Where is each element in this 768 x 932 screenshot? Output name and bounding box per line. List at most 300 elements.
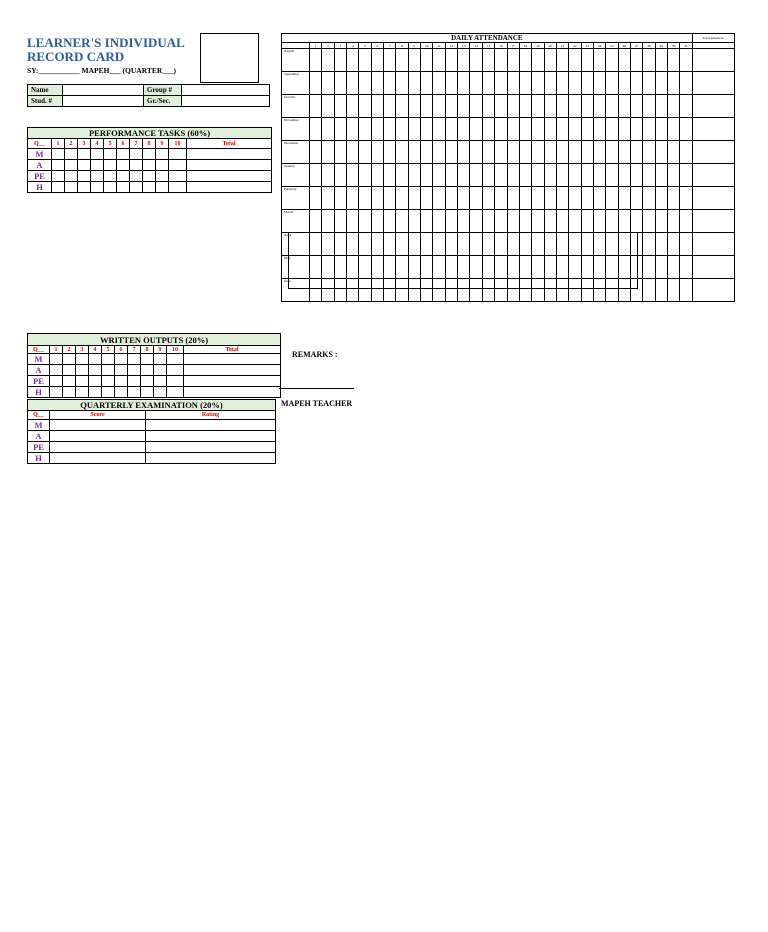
attendance-cell[interactable]	[359, 210, 371, 233]
attendance-cell[interactable]	[495, 187, 507, 210]
attendance-cell[interactable]	[667, 164, 679, 187]
score-cell[interactable]	[128, 387, 141, 398]
attendance-cell[interactable]	[507, 118, 519, 141]
attendance-cell[interactable]	[643, 164, 655, 187]
score-cell[interactable]	[89, 354, 102, 365]
attendance-cell[interactable]	[334, 141, 346, 164]
score-cell[interactable]	[154, 365, 167, 376]
score-cell[interactable]	[102, 354, 115, 365]
score-cell[interactable]	[50, 376, 63, 387]
score-cell[interactable]	[102, 376, 115, 387]
attendance-cell[interactable]	[643, 95, 655, 118]
score-cell[interactable]	[104, 182, 117, 193]
attendance-cell[interactable]	[322, 187, 334, 210]
score-cell[interactable]	[104, 171, 117, 182]
attendance-cell[interactable]	[433, 210, 445, 233]
attendance-cell[interactable]	[482, 141, 494, 164]
attendance-cell[interactable]	[384, 187, 396, 210]
attendance-cell[interactable]	[556, 187, 568, 210]
score-cell[interactable]	[117, 160, 130, 171]
attendance-cell[interactable]	[630, 210, 642, 233]
attendance-cell[interactable]	[371, 118, 383, 141]
score-cell[interactable]	[169, 171, 187, 182]
rating-cell[interactable]	[146, 453, 276, 464]
attendance-cell[interactable]	[322, 72, 334, 95]
attendance-cell[interactable]	[495, 95, 507, 118]
attendance-cell[interactable]	[396, 49, 408, 72]
attendance-cell[interactable]	[544, 49, 556, 72]
score-cell[interactable]	[104, 160, 117, 171]
attendance-cell[interactable]	[667, 141, 679, 164]
total-absences-cell[interactable]	[692, 95, 734, 118]
attendance-cell[interactable]	[532, 95, 544, 118]
attendance-cell[interactable]	[680, 141, 692, 164]
attendance-cell[interactable]	[581, 95, 593, 118]
attendance-cell[interactable]	[606, 187, 618, 210]
score-cell[interactable]	[169, 149, 187, 160]
score-cell[interactable]	[50, 387, 63, 398]
attendance-cell[interactable]	[433, 164, 445, 187]
group-field[interactable]	[182, 85, 270, 96]
attendance-cell[interactable]	[680, 256, 692, 279]
attendance-cell[interactable]	[310, 210, 322, 233]
attendance-cell[interactable]	[396, 164, 408, 187]
attendance-cell[interactable]	[667, 279, 679, 302]
score-cell[interactable]	[141, 354, 154, 365]
score-cell[interactable]	[154, 354, 167, 365]
attendance-cell[interactable]	[606, 210, 618, 233]
attendance-cell[interactable]	[433, 141, 445, 164]
attendance-cell[interactable]	[655, 49, 667, 72]
attendance-cell[interactable]	[618, 141, 630, 164]
attendance-cell[interactable]	[396, 141, 408, 164]
attendance-cell[interactable]	[384, 141, 396, 164]
score-cell[interactable]	[63, 376, 76, 387]
attendance-cell[interactable]	[445, 118, 457, 141]
score-cell[interactable]	[128, 376, 141, 387]
attendance-cell[interactable]	[384, 95, 396, 118]
attendance-cell[interactable]	[495, 164, 507, 187]
grade-section-field[interactable]	[182, 96, 270, 107]
attendance-cell[interactable]	[519, 210, 531, 233]
attendance-cell[interactable]	[581, 210, 593, 233]
attendance-cell[interactable]	[630, 95, 642, 118]
attendance-cell[interactable]	[470, 118, 482, 141]
attendance-cell[interactable]	[556, 49, 568, 72]
attendance-cell[interactable]	[310, 72, 322, 95]
total-absences-cell[interactable]	[692, 279, 734, 302]
score-cell[interactable]	[130, 160, 143, 171]
attendance-cell[interactable]	[655, 95, 667, 118]
attendance-cell[interactable]	[433, 72, 445, 95]
attendance-cell[interactable]	[581, 141, 593, 164]
attendance-cell[interactable]	[408, 164, 420, 187]
attendance-cell[interactable]	[569, 95, 581, 118]
total-absences-cell[interactable]	[692, 210, 734, 233]
attendance-cell[interactable]	[643, 256, 655, 279]
score-cell[interactable]	[63, 354, 76, 365]
attendance-cell[interactable]	[593, 164, 605, 187]
score-cell[interactable]	[130, 182, 143, 193]
attendance-cell[interactable]	[606, 164, 618, 187]
total-cell[interactable]	[184, 365, 281, 376]
score-cell[interactable]	[167, 354, 184, 365]
attendance-cell[interactable]	[643, 210, 655, 233]
attendance-cell[interactable]	[359, 141, 371, 164]
score-cell[interactable]	[143, 160, 156, 171]
score-cell[interactable]	[50, 442, 146, 453]
score-cell[interactable]	[91, 160, 104, 171]
attendance-cell[interactable]	[359, 164, 371, 187]
total-cell[interactable]	[187, 171, 272, 182]
attendance-cell[interactable]	[655, 118, 667, 141]
attendance-cell[interactable]	[655, 141, 667, 164]
score-cell[interactable]	[143, 149, 156, 160]
attendance-cell[interactable]	[310, 187, 322, 210]
attendance-cell[interactable]	[458, 95, 470, 118]
attendance-cell[interactable]	[371, 95, 383, 118]
stud-number-field[interactable]	[63, 96, 144, 107]
attendance-cell[interactable]	[618, 210, 630, 233]
attendance-cell[interactable]	[482, 118, 494, 141]
score-cell[interactable]	[65, 171, 78, 182]
score-cell[interactable]	[78, 182, 91, 193]
attendance-cell[interactable]	[593, 210, 605, 233]
attendance-cell[interactable]	[396, 72, 408, 95]
attendance-cell[interactable]	[569, 72, 581, 95]
attendance-cell[interactable]	[680, 72, 692, 95]
attendance-cell[interactable]	[643, 118, 655, 141]
attendance-cell[interactable]	[421, 141, 433, 164]
attendance-cell[interactable]	[655, 72, 667, 95]
attendance-cell[interactable]	[507, 210, 519, 233]
rating-cell[interactable]	[146, 431, 276, 442]
total-absences-cell[interactable]	[692, 256, 734, 279]
attendance-cell[interactable]	[495, 118, 507, 141]
attendance-cell[interactable]	[421, 210, 433, 233]
attendance-cell[interactable]	[643, 72, 655, 95]
attendance-cell[interactable]	[396, 187, 408, 210]
score-cell[interactable]	[76, 387, 89, 398]
score-cell[interactable]	[63, 365, 76, 376]
score-cell[interactable]	[128, 365, 141, 376]
score-cell[interactable]	[89, 376, 102, 387]
attendance-cell[interactable]	[445, 95, 457, 118]
score-cell[interactable]	[65, 149, 78, 160]
attendance-cell[interactable]	[347, 118, 359, 141]
attendance-cell[interactable]	[556, 210, 568, 233]
attendance-cell[interactable]	[680, 95, 692, 118]
attendance-cell[interactable]	[359, 49, 371, 72]
attendance-cell[interactable]	[322, 95, 334, 118]
score-cell[interactable]	[50, 453, 146, 464]
attendance-cell[interactable]	[593, 187, 605, 210]
attendance-cell[interactable]	[667, 49, 679, 72]
attendance-cell[interactable]	[667, 210, 679, 233]
attendance-cell[interactable]	[334, 210, 346, 233]
attendance-cell[interactable]	[458, 141, 470, 164]
attendance-cell[interactable]	[606, 118, 618, 141]
attendance-cell[interactable]	[458, 210, 470, 233]
attendance-cell[interactable]	[606, 95, 618, 118]
attendance-cell[interactable]	[593, 118, 605, 141]
attendance-cell[interactable]	[445, 164, 457, 187]
score-cell[interactable]	[50, 431, 146, 442]
attendance-cell[interactable]	[347, 210, 359, 233]
attendance-cell[interactable]	[408, 210, 420, 233]
attendance-cell[interactable]	[470, 72, 482, 95]
attendance-cell[interactable]	[371, 164, 383, 187]
attendance-cell[interactable]	[408, 118, 420, 141]
attendance-cell[interactable]	[347, 72, 359, 95]
attendance-cell[interactable]	[667, 72, 679, 95]
score-cell[interactable]	[141, 387, 154, 398]
attendance-cell[interactable]	[556, 141, 568, 164]
attendance-cell[interactable]	[384, 164, 396, 187]
attendance-cell[interactable]	[507, 95, 519, 118]
attendance-cell[interactable]	[630, 72, 642, 95]
total-absences-cell[interactable]	[692, 141, 734, 164]
score-cell[interactable]	[78, 171, 91, 182]
attendance-cell[interactable]	[532, 49, 544, 72]
attendance-cell[interactable]	[655, 210, 667, 233]
attendance-cell[interactable]	[581, 164, 593, 187]
attendance-cell[interactable]	[347, 141, 359, 164]
attendance-cell[interactable]	[507, 164, 519, 187]
score-cell[interactable]	[156, 171, 169, 182]
total-absences-cell[interactable]	[692, 187, 734, 210]
attendance-cell[interactable]	[396, 210, 408, 233]
attendance-cell[interactable]	[655, 233, 667, 256]
attendance-cell[interactable]	[556, 95, 568, 118]
attendance-cell[interactable]	[569, 210, 581, 233]
attendance-cell[interactable]	[470, 49, 482, 72]
attendance-cell[interactable]	[643, 279, 655, 302]
attendance-cell[interactable]	[519, 187, 531, 210]
attendance-cell[interactable]	[630, 187, 642, 210]
attendance-cell[interactable]	[569, 187, 581, 210]
attendance-cell[interactable]	[470, 187, 482, 210]
score-cell[interactable]	[52, 149, 65, 160]
score-cell[interactable]	[141, 376, 154, 387]
attendance-cell[interactable]	[581, 118, 593, 141]
attendance-cell[interactable]	[643, 233, 655, 256]
attendance-cell[interactable]	[643, 187, 655, 210]
attendance-cell[interactable]	[470, 141, 482, 164]
attendance-cell[interactable]	[507, 49, 519, 72]
attendance-cell[interactable]	[495, 210, 507, 233]
total-cell[interactable]	[187, 149, 272, 160]
attendance-cell[interactable]	[593, 95, 605, 118]
score-cell[interactable]	[76, 354, 89, 365]
attendance-cell[interactable]	[655, 279, 667, 302]
attendance-cell[interactable]	[532, 164, 544, 187]
attendance-cell[interactable]	[334, 187, 346, 210]
attendance-cell[interactable]	[532, 118, 544, 141]
attendance-cell[interactable]	[470, 210, 482, 233]
attendance-cell[interactable]	[408, 141, 420, 164]
total-absences-cell[interactable]	[692, 233, 734, 256]
attendance-cell[interactable]	[310, 164, 322, 187]
attendance-cell[interactable]	[445, 49, 457, 72]
attendance-cell[interactable]	[371, 141, 383, 164]
attendance-cell[interactable]	[655, 164, 667, 187]
attendance-cell[interactable]	[581, 49, 593, 72]
attendance-cell[interactable]	[334, 72, 346, 95]
attendance-cell[interactable]	[519, 95, 531, 118]
attendance-cell[interactable]	[396, 95, 408, 118]
score-cell[interactable]	[117, 149, 130, 160]
attendance-cell[interactable]	[532, 141, 544, 164]
attendance-cell[interactable]	[458, 72, 470, 95]
attendance-cell[interactable]	[556, 72, 568, 95]
score-cell[interactable]	[102, 387, 115, 398]
score-cell[interactable]	[91, 149, 104, 160]
attendance-cell[interactable]	[458, 187, 470, 210]
score-cell[interactable]	[78, 149, 91, 160]
attendance-cell[interactable]	[618, 187, 630, 210]
score-cell[interactable]	[89, 365, 102, 376]
score-cell[interactable]	[141, 365, 154, 376]
attendance-cell[interactable]	[532, 72, 544, 95]
score-cell[interactable]	[63, 387, 76, 398]
attendance-cell[interactable]	[334, 164, 346, 187]
attendance-cell[interactable]	[433, 95, 445, 118]
attendance-cell[interactable]	[507, 72, 519, 95]
score-cell[interactable]	[50, 365, 63, 376]
score-cell[interactable]	[115, 354, 128, 365]
score-cell[interactable]	[154, 376, 167, 387]
attendance-cell[interactable]	[310, 141, 322, 164]
attendance-cell[interactable]	[421, 118, 433, 141]
attendance-cell[interactable]	[643, 141, 655, 164]
attendance-cell[interactable]	[408, 49, 420, 72]
attendance-cell[interactable]	[569, 164, 581, 187]
attendance-cell[interactable]	[310, 95, 322, 118]
attendance-cell[interactable]	[470, 164, 482, 187]
score-cell[interactable]	[156, 149, 169, 160]
attendance-cell[interactable]	[310, 118, 322, 141]
attendance-cell[interactable]	[680, 187, 692, 210]
attendance-cell[interactable]	[680, 233, 692, 256]
attendance-cell[interactable]	[581, 72, 593, 95]
score-cell[interactable]	[130, 149, 143, 160]
attendance-cell[interactable]	[593, 49, 605, 72]
attendance-cell[interactable]	[495, 49, 507, 72]
attendance-cell[interactable]	[421, 164, 433, 187]
attendance-cell[interactable]	[421, 72, 433, 95]
attendance-cell[interactable]	[556, 164, 568, 187]
attendance-cell[interactable]	[532, 187, 544, 210]
score-cell[interactable]	[167, 365, 184, 376]
attendance-cell[interactable]	[334, 49, 346, 72]
name-field[interactable]	[63, 85, 144, 96]
score-cell[interactable]	[167, 376, 184, 387]
attendance-cell[interactable]	[544, 164, 556, 187]
score-cell[interactable]	[154, 387, 167, 398]
score-cell[interactable]	[91, 171, 104, 182]
attendance-cell[interactable]	[630, 49, 642, 72]
attendance-cell[interactable]	[581, 187, 593, 210]
attendance-cell[interactable]	[433, 49, 445, 72]
score-cell[interactable]	[52, 160, 65, 171]
attendance-cell[interactable]	[507, 141, 519, 164]
attendance-cell[interactable]	[544, 141, 556, 164]
attendance-cell[interactable]	[371, 49, 383, 72]
attendance-cell[interactable]	[384, 118, 396, 141]
attendance-cell[interactable]	[544, 210, 556, 233]
attendance-cell[interactable]	[569, 118, 581, 141]
attendance-cell[interactable]	[593, 141, 605, 164]
total-cell[interactable]	[184, 387, 281, 398]
rating-cell[interactable]	[146, 420, 276, 431]
attendance-cell[interactable]	[433, 187, 445, 210]
attendance-cell[interactable]	[667, 187, 679, 210]
attendance-cell[interactable]	[618, 164, 630, 187]
score-cell[interactable]	[115, 376, 128, 387]
attendance-cell[interactable]	[532, 210, 544, 233]
total-absences-cell[interactable]	[692, 164, 734, 187]
attendance-cell[interactable]	[618, 95, 630, 118]
attendance-cell[interactable]	[322, 164, 334, 187]
attendance-cell[interactable]	[495, 141, 507, 164]
attendance-cell[interactable]	[322, 210, 334, 233]
attendance-cell[interactable]	[618, 72, 630, 95]
total-cell[interactable]	[187, 160, 272, 171]
attendance-cell[interactable]	[371, 72, 383, 95]
score-cell[interactable]	[115, 365, 128, 376]
score-cell[interactable]	[104, 149, 117, 160]
attendance-cell[interactable]	[334, 118, 346, 141]
attendance-cell[interactable]	[334, 95, 346, 118]
attendance-cell[interactable]	[606, 49, 618, 72]
attendance-cell[interactable]	[556, 118, 568, 141]
attendance-cell[interactable]	[507, 187, 519, 210]
attendance-cell[interactable]	[421, 187, 433, 210]
score-cell[interactable]	[76, 365, 89, 376]
attendance-cell[interactable]	[519, 164, 531, 187]
attendance-cell[interactable]	[445, 210, 457, 233]
attendance-cell[interactable]	[544, 95, 556, 118]
attendance-cell[interactable]	[630, 118, 642, 141]
attendance-cell[interactable]	[519, 49, 531, 72]
score-cell[interactable]	[143, 171, 156, 182]
total-cell[interactable]	[187, 182, 272, 193]
attendance-cell[interactable]	[482, 49, 494, 72]
attendance-cell[interactable]	[482, 210, 494, 233]
total-absences-cell[interactable]	[692, 72, 734, 95]
attendance-cell[interactable]	[384, 49, 396, 72]
attendance-cell[interactable]	[606, 72, 618, 95]
score-cell[interactable]	[117, 171, 130, 182]
attendance-cell[interactable]	[408, 72, 420, 95]
total-absences-cell[interactable]	[692, 118, 734, 141]
score-cell[interactable]	[50, 354, 63, 365]
attendance-cell[interactable]	[569, 49, 581, 72]
attendance-cell[interactable]	[519, 72, 531, 95]
score-cell[interactable]	[102, 365, 115, 376]
attendance-cell[interactable]	[618, 49, 630, 72]
score-cell[interactable]	[156, 160, 169, 171]
attendance-cell[interactable]	[347, 187, 359, 210]
attendance-cell[interactable]	[618, 118, 630, 141]
total-absences-cell[interactable]	[692, 49, 734, 72]
attendance-cell[interactable]	[359, 95, 371, 118]
attendance-cell[interactable]	[408, 95, 420, 118]
attendance-cell[interactable]	[667, 233, 679, 256]
attendance-cell[interactable]	[655, 256, 667, 279]
attendance-cell[interactable]	[322, 118, 334, 141]
